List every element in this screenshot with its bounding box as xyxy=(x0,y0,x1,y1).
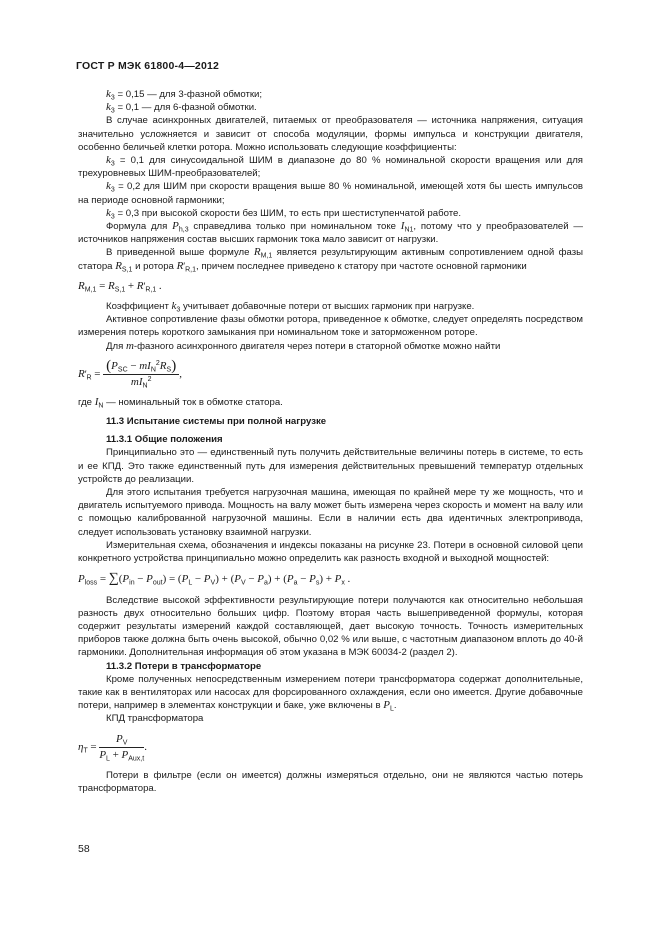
subsection-heading: 11.3.1 Общие положения xyxy=(106,434,223,446)
k3-item: $k_3 = 0,1$ — для 6-фазной обмотки. xyxy=(106,101,257,115)
paragraph: Для этого испытания требуется нагрузочная машина, имеющая по крайней мере ту же мощность, что и двигатель испытуемого привода. Мощность на валу может быть измерена через скорость и момент на валу или с помощью калиброванной нагрузочной машины. Если в наличии есть два идентичных электропривода, следует использовать установку взаимной нагрузки. xyxy=(78,487,583,538)
paragraph: Измерительная схема, обозначения и индексы показаны на рисунке 23. Потери в основной силовой цепи конкретного устройства принципиально можно определить как разность входной и выходной мощностей: xyxy=(78,539,583,565)
paragraph: КПД трансформатора xyxy=(106,713,204,725)
paragraph: В случае асинхронных двигателей, питаемых от преобразователя — источника напряжения, ситуация значительно усложняется и зависит от способа модуляции, формы импульса и конструкции двигателя, особенно беличьей клетки ротора. Можно использовать следующие коэффициенты: xyxy=(78,115,583,153)
formula-ploss: $P_{loss} = \sum(P_{in} - P_{out}) = (P_L - P_V) + (P_V - P_a) + (P_a - P_s) + P_x$ . xyxy=(78,571,351,587)
page-number: 58 xyxy=(78,843,90,855)
paragraph: Кроме полученных непосредственным измерением потери трансформатора содержат дополнительные, такие как в вентиляторах или насосах для форсированного охлаждения, если оно имеется. Другие добавочные потери, например в элементах конструкции и баке, уже включены в $P_L$. xyxy=(78,673,583,713)
k3-item: $k_3 = 0,2$ для ШИМ при скорости вращения выше 80 % номинальной, имеющей хотя бы шесть импульсов на периоде основной гармоники; xyxy=(78,180,583,206)
paragraph: Для m-фазного асинхронного двигателя через потери в статорной обмотке можно найти xyxy=(106,339,501,352)
formula-rm1: $R_{M,1} = R_{S,1} + R'_{R,1}$ . xyxy=(78,279,162,294)
paragraph: где $I_N$ — номинальный ток в обмотке статора. xyxy=(78,395,283,410)
paragraph: Коэффициент $k_3$ учитывает добавочные потери от высших гармоник при нагрузке. xyxy=(106,300,475,314)
formula-rr: $R'_R$ = $\frac{(P_{SC} - mI_N^2R_S)}{mI_N^2}$ , xyxy=(78,357,182,390)
paragraph: Активное сопротивление фазы обмотки ротора, приведенное к обмотке, следует определять посредством измерения потерь короткого замыкания при номинальном токе и заторможенном роторе. xyxy=(78,314,583,339)
page-content xyxy=(78,88,583,795)
k3-item: $k_3 = 0,1$ для синусоидальной ШИМ в диапазоне до 80 % номинальной скорости вращения или для трехуровневых ШИМ-преобразователей; xyxy=(78,154,583,180)
paragraph: Принципиально это — единственный путь получить действительные величины потерь в системе, то есть и ее КПД. Это также единственный путь для измерения действительных превышений температур отдельных устройств до реализации. xyxy=(78,447,583,485)
paragraph: Потери в фильтре (если он имеется) должны измеряться отдельно, они не являются частью потерь трансформатора. xyxy=(78,769,583,794)
paragraph: В приведенной выше формуле $R_{M,1}$ является результирующим активным сопротивлением одной фазы статора $R_{S,1}$ и ротора $R'_{R,1}$, причем последнее приведено к статору при частоте основной гармоники xyxy=(78,246,584,274)
section-heading: 11.3 Испытание системы при полной нагрузке xyxy=(106,416,327,428)
k3-item: $k_3 = 0,15$ — для 3-фазной обмотки; xyxy=(106,88,263,102)
paragraph: Вследствие высокой эффективности результирующие потери получаются как относительно небольшая разность двух относительно больших цифр. Поэтому вторая часть вышеприведенной формулы, которая содержит результаты измерений каждой составляющей, дает высокую точность. Точность измерительных приборов также должна быть очень высокой, обычно 0,02 % или выше, с частотным диапазоном вплоть до 40-й гармоники. Дополнительная информация об этом указана в МЭК 60034-2 (раздел 2). xyxy=(78,594,583,659)
formula-eta: $\eta_T$ = $\frac{P_V}{P_L + P_{Aux,t}}$ . xyxy=(78,732,147,763)
page-header: ГОСТ Р МЭК 61800-4—2012 xyxy=(76,60,220,72)
paragraph: Формула для $P_{h,3}$ справедлива только при номинальном токе $I_{N1}$, потому что у преобразователей — источников напряжения состав высших гармоник тока мало зависит от нагрузки. xyxy=(78,220,583,246)
subsection-heading: 11.3.2 Потери в трансформаторе xyxy=(106,660,262,672)
k3-item: $k_3 = 0,3$ при высокой скорости без ШИМ, то есть при шестиступенчатой работе. xyxy=(106,206,461,221)
